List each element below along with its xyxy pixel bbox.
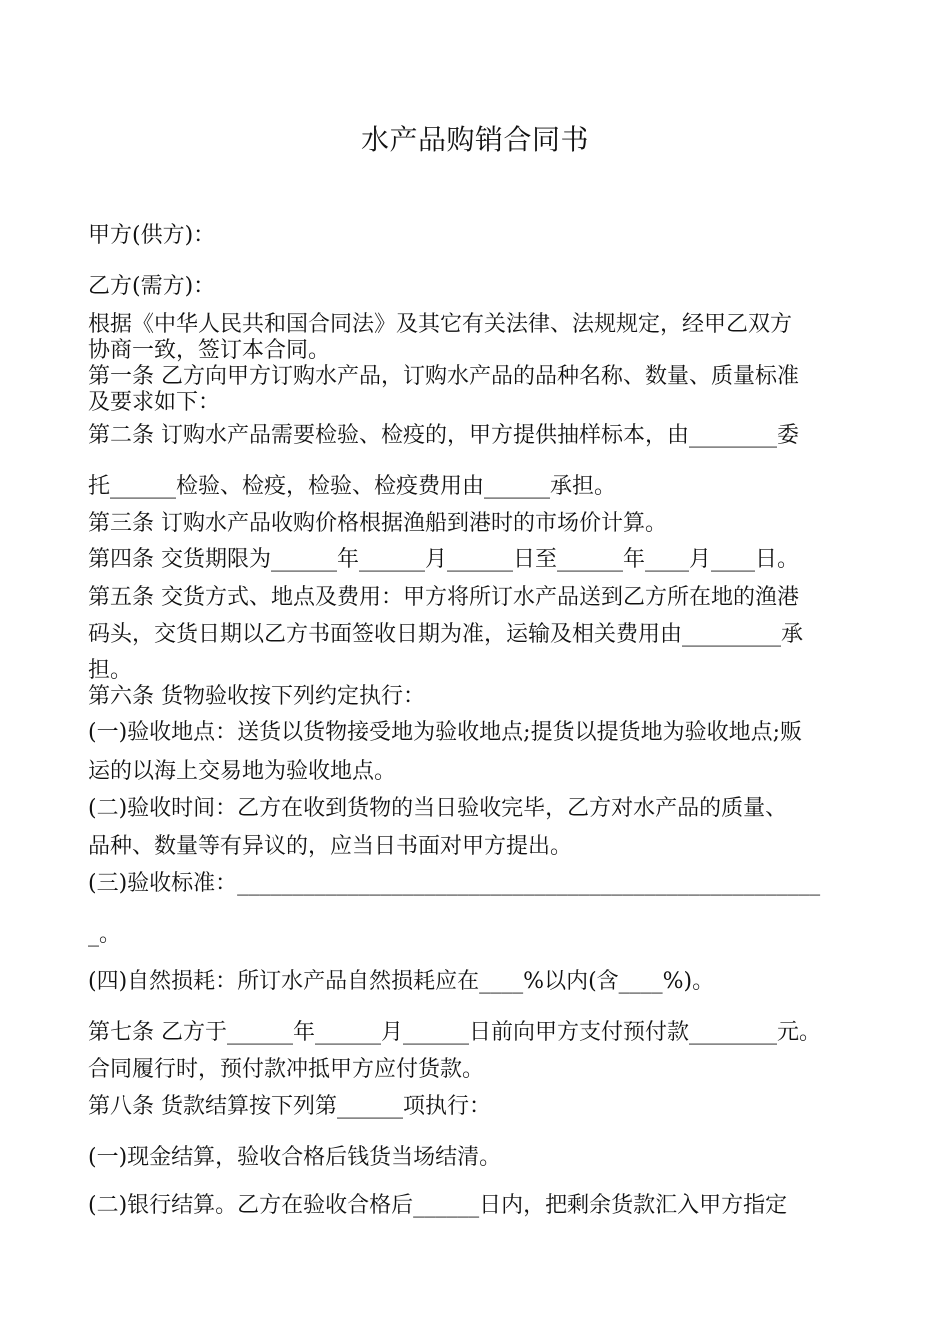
article-6-item-3-line-2: _。 bbox=[88, 922, 122, 947]
article-5-line-3: 担。 bbox=[88, 658, 133, 683]
article-1-line-1: 第一条 乙方向甲方订购水产品，订购水产品的品种名称、数量、质量标准 bbox=[88, 364, 799, 389]
article-5-line-2: 码头，交货日期以乙方书面签收日期为准，运输及相关费用由_________承 bbox=[88, 622, 804, 647]
document-title: 水产品购销合同书 bbox=[360, 123, 589, 156]
article-5-line-1: 第五条 交货方式、地点及费用：甲方将所订水产品送到乙方所在地的渔港 bbox=[88, 585, 799, 610]
article-8-item-2-line: (二)银行结算。乙方在验收合格后______日内，把剩余货款汇入甲方指定 bbox=[88, 1193, 788, 1218]
article-6-item-4-line: (四)自然损耗：所订水产品自然损耗应在____%以内(含____%)。 bbox=[88, 969, 715, 994]
article-7-line-1: 第七条 乙方于______年______月______日前向甲方支付预付款________元。 bbox=[88, 1020, 821, 1045]
article-8-item-1-line: (一)现金结算，验收合格后钱货当场结清。 bbox=[88, 1145, 502, 1170]
article-2-line-2: 托______检验、检疫，检验、检疫费用由______承担。 bbox=[88, 474, 617, 499]
article-6-item-1-line-1: (一)验收地点：送货以货物接受地为验收地点;提货以提货地为验收地点;贩 bbox=[88, 720, 802, 745]
article-6-item-1-line-2: 运的以海上交易地为验收地点。 bbox=[88, 759, 397, 784]
preamble-line-2: 协商一致，签订本合同。 bbox=[88, 338, 331, 363]
article-6-item-2-line-1: (二)验收时间：乙方在收到货物的当日验收完毕，乙方对水产品的质量、 bbox=[88, 796, 788, 821]
party-a-line: 甲方(供方)： bbox=[88, 223, 216, 248]
article-2-line-1: 第二条 订购水产品需要检验、检疫的，甲方提供抽样标本，由________委 bbox=[88, 423, 799, 448]
article-6-item-2-line-2: 品种、数量等有异议的，应当日书面对甲方提出。 bbox=[88, 834, 573, 859]
article-1-line-2: 及要求如下： bbox=[88, 390, 221, 415]
party-b-line: 乙方(需方)： bbox=[88, 274, 216, 299]
article-6-item-3-line-1: (三)验收标准：_____________________________________________________ bbox=[88, 871, 821, 896]
article-6-line: 第六条 货物验收按下列约定执行： bbox=[88, 684, 425, 709]
article-4-line: 第四条 交货期限为______年______月______日至______年____月____日。 bbox=[88, 547, 799, 572]
preamble-line-1: 根据《中华人民共和国合同法》及其它有关法律、法规规定，经甲乙双方 bbox=[88, 312, 793, 337]
article-3-line: 第三条 订购水产品收购价格根据渔船到港时的市场价计算。 bbox=[88, 511, 667, 536]
article-7-line-2: 合同履行时，预付款冲抵甲方应付货款。 bbox=[88, 1057, 485, 1082]
article-8-line: 第八条 货款结算按下列第______项执行： bbox=[88, 1094, 491, 1119]
